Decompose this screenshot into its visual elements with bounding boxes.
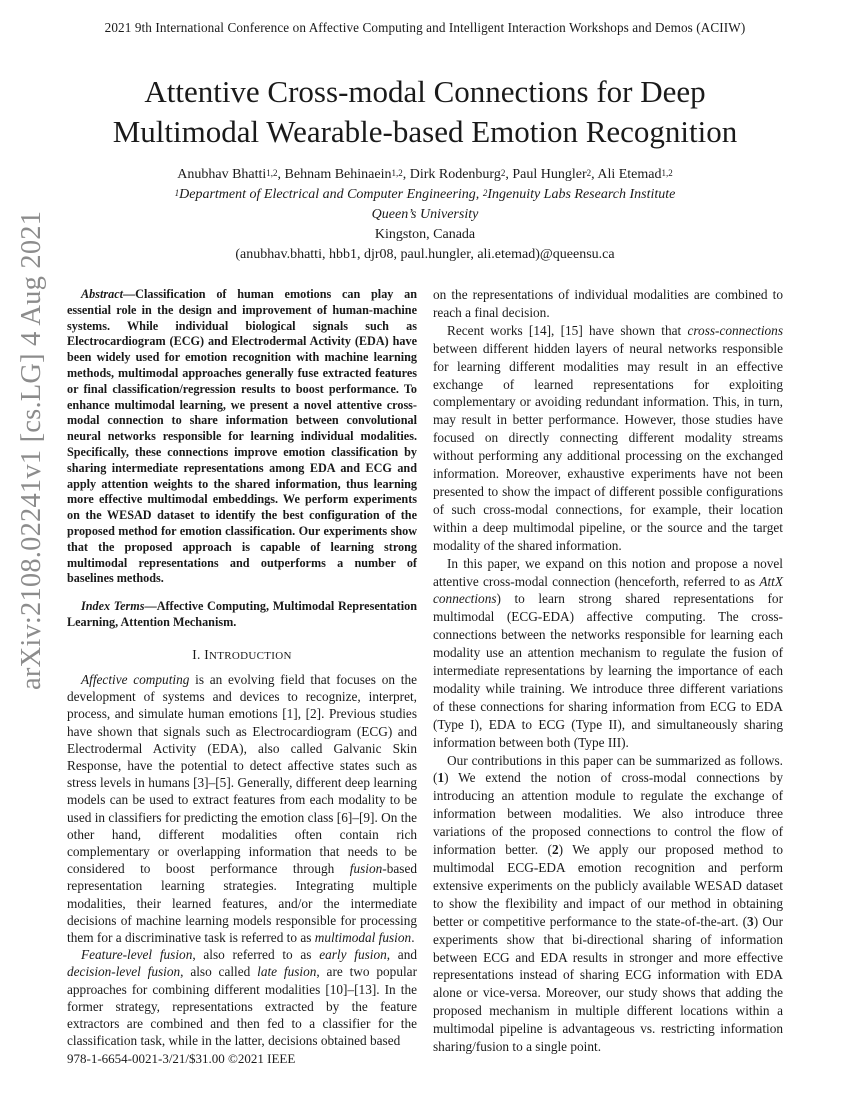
author-affil-sup: 1,2: [266, 168, 278, 178]
location: Kingston, Canada: [374, 227, 476, 242]
affil-sup-1: 1: [174, 188, 180, 198]
conference-header: 2021 9th International Conference on Affective Computing and Intelligent Interaction Workshops and Demos (ACIIW): [104, 20, 746, 35]
university: Queen’s University: [371, 207, 479, 222]
section-heading: [67, 646, 417, 665]
body-text: , also called: [180, 964, 258, 980]
right-column: [433, 286, 783, 1056]
em-text: multimodal fusion: [314, 929, 412, 945]
body-text: -based representation learning strategies. Integrating multiple modalities, their learned features, and/or the intermediate decisions of machine learning models responsible for processing them for a discriminative task is referred to as: [67, 861, 417, 945]
affiliations: [0, 185, 850, 205]
em-text: Feature-level fusion: [81, 947, 193, 963]
index-terms: [67, 599, 417, 631]
affil-2: Ingenuity Labs Research Institute: [487, 187, 676, 202]
em-text: early fusion: [319, 947, 387, 963]
arxiv-stamp: arXiv:2108.02241v1 [cs.LG] 4 Aug 2021: [16, 210, 47, 690]
em-text: Affective computing: [81, 671, 190, 687]
left-column: [67, 287, 417, 1049]
body-text: ) We extend the notion of cross-modal connections by introducing an attention module to regulate the exchange of information between modalities. We also introduce three variations of the proposed connections to control the flow of information better. (: [433, 770, 783, 858]
body-text: ) to learn strong shared representations for multimodal (ECG-EDA) affective computing. The cross-connections between the networks responsible for learning each modality use an attention mechanism to regulate the fusion of intermediate representations by learning the importance of each modality while training. We introduce three different variations of these connections for sharing information from ECG to EDA (Type I), EDA to ECG (Type II), and simultaneously sharing information between both (Type III).: [433, 591, 783, 750]
author-sep: ,: [277, 167, 285, 182]
body-text: , and: [386, 947, 418, 963]
abstract-label: Abstract: [81, 287, 123, 301]
body-text: Our contributions in this paper can be summarized as follows. (: [433, 752, 783, 786]
index-terms-label: Index Terms: [81, 599, 145, 614]
continued-paragraph: on the representations of individual modalities are combined to reach a final decision.: [433, 287, 783, 320]
body-text: Recent works [14], [15] have shown that: [447, 322, 688, 338]
author-names: [0, 165, 850, 185]
body-text: is an evolving field that focuses on the development of systems and devices to recognize, interpret, process, and simulate human emotions [1], [2]. Previous studies have shown that signals such as Electrocardiogram (ECG) and Electrodermal Activity (EDA), also called Galvanic Skin Response, have the potential to detect affective states such as stress levels in humans [3]–[5]. Generally, different deep learning models can be used to extract features from each modality to be used in classifiers for predicting the emotion class [6]–[9]. On the other hand, different modalities often contain rich complementary or overlapping information that needs to be considered to boost performance through: [67, 671, 417, 877]
abstract: [67, 287, 417, 587]
contribution-number: 2: [551, 842, 559, 858]
body-text: , also referred to as: [192, 947, 320, 963]
em-text: AttX connections: [433, 573, 783, 607]
title-line-2: Multimodal Wearable-based Emotion Recognition: [112, 114, 738, 149]
author-sep: ,: [402, 167, 410, 182]
index-terms-text: —Affective Computing, Multimodal Representation Learning, Attention Mechanism.: [67, 599, 417, 629]
em-text: fusion: [349, 861, 383, 877]
author-sep: ,: [591, 167, 598, 182]
intro-paragraph-1: [67, 671, 417, 946]
author-name: Behnam Behinaein: [284, 167, 392, 182]
emails: (anubhav.bhatti, hbb1, djr08, paul.hungler, ali.etemad)@queensu.ca: [235, 247, 615, 262]
intro-paragraph-2: [67, 946, 417, 1049]
em-text: cross-connections: [687, 322, 783, 338]
author-name: Dirk Rodenburg: [409, 167, 501, 182]
copyright-footer: 978-1-6654-0021-3/21/$31.00 ©2021 IEEE: [67, 1051, 296, 1066]
body-text: between different hidden layers of neural networks responsible for learning different modalities may result in an effective exchange of learned representations for exploiting complementary or avoiding redundant information. This, in turn, may result in better performance. However, those studies have focused on directly connecting different modality streams without performing any additional processing on the exchanged information. Moreover, exhaustive experiments have not been presented to show the impact of different possible configurations of such cross-modal connections, for example, their location within a deep multimodal pipeline, or the source and the target modality of the shared information.: [433, 340, 783, 553]
title-line-1: Attentive Cross-modal Connections for Deep: [144, 74, 706, 109]
contribution-number: 1: [437, 770, 445, 786]
body-text: .: [411, 929, 415, 945]
intro-paragraph-3: [433, 322, 783, 555]
author-affil-sup: 1,2: [391, 168, 403, 178]
em-text: late fusion: [257, 964, 317, 980]
author-block: [0, 165, 850, 265]
author-name: Anubhav Bhatti: [177, 167, 267, 182]
author-affil-sup: 2: [586, 168, 592, 178]
affil-sup-2: 2: [482, 188, 488, 198]
body-text: ) We apply our proposed method to multimodal ECG-EDA emotion recognition and perform extensive experiments on the publicly available WESAD dataset to show the flexibility and impact of our method in obtaining better or competitive performance to the state-of-the-art. (: [433, 842, 783, 929]
body-text: In this paper, we expand on this notion and propose a novel attentive cross-modal connection (henceforth, referred to as: [433, 555, 783, 589]
body-text: , are two popular approaches for combining different modalities [10]–[13]. In the former strategy, representations extracted by the feature extractors are combined and then fed to a classifier for the classification task, while in the latter, decisions obtained based: [67, 964, 417, 1049]
abstract-text: —Classification of human emotions can play an essential role in the design and improvement of human-machine systems. While individual biological signals such as Electrocardiogram (ECG) and Electrodermal Activity (EDA) have been widely used for emotion recognition with machine learning methods, multimodal approaches generally fuse extracted features or final classification/regression results to boost performance. To enhance multimodal learning, we present a novel attentive cross-modal connection to share information between convolutional neural networks responsible for learning individual modalities. Specifically, these connections improve emotion classification by sharing intermediate representations among EDA and ECG and apply attention weights to the shared information, thus learning more effective multimodal embeddings. We perform experiments on the WESAD dataset to identify the best configuration of the proposed method for emotion classification. Our experiments show that the proposed approach is capable of learning strong multimodal representations and outperforms a number of baselines methods.: [67, 287, 417, 586]
author-sep: ,: [505, 167, 513, 182]
section-first-letter: I: [204, 646, 209, 662]
section-rest: NTRODUCTION: [208, 649, 292, 662]
paper-title: [40, 72, 810, 152]
contribution-number: 3: [747, 913, 754, 929]
intro-paragraph-4: [433, 555, 783, 752]
author-name: Ali Etemad: [597, 167, 662, 182]
author-affil-sup: 1,2: [661, 168, 673, 178]
affil-1: Department of Electrical and Computer Engineering,: [179, 187, 483, 202]
em-text: decision-level fusion: [67, 964, 181, 980]
author-affil-sup: 2: [500, 168, 506, 178]
body-text: ) Our experiments show that bi-directional sharing of information between ECG and EDA results in stronger and more effective representations instead of sharing ECG information with EDA alone or vice-versa. Moreover, our study shows that adding the proposed mechanism in multiple different locations within a multimodal pipeline is advantageous vs. restricting information sharing/fusion to a single point.: [433, 913, 783, 1055]
section-numeral: I.: [192, 646, 205, 662]
author-name: Paul Hungler: [512, 167, 587, 182]
contributions-paragraph: [433, 752, 783, 1056]
